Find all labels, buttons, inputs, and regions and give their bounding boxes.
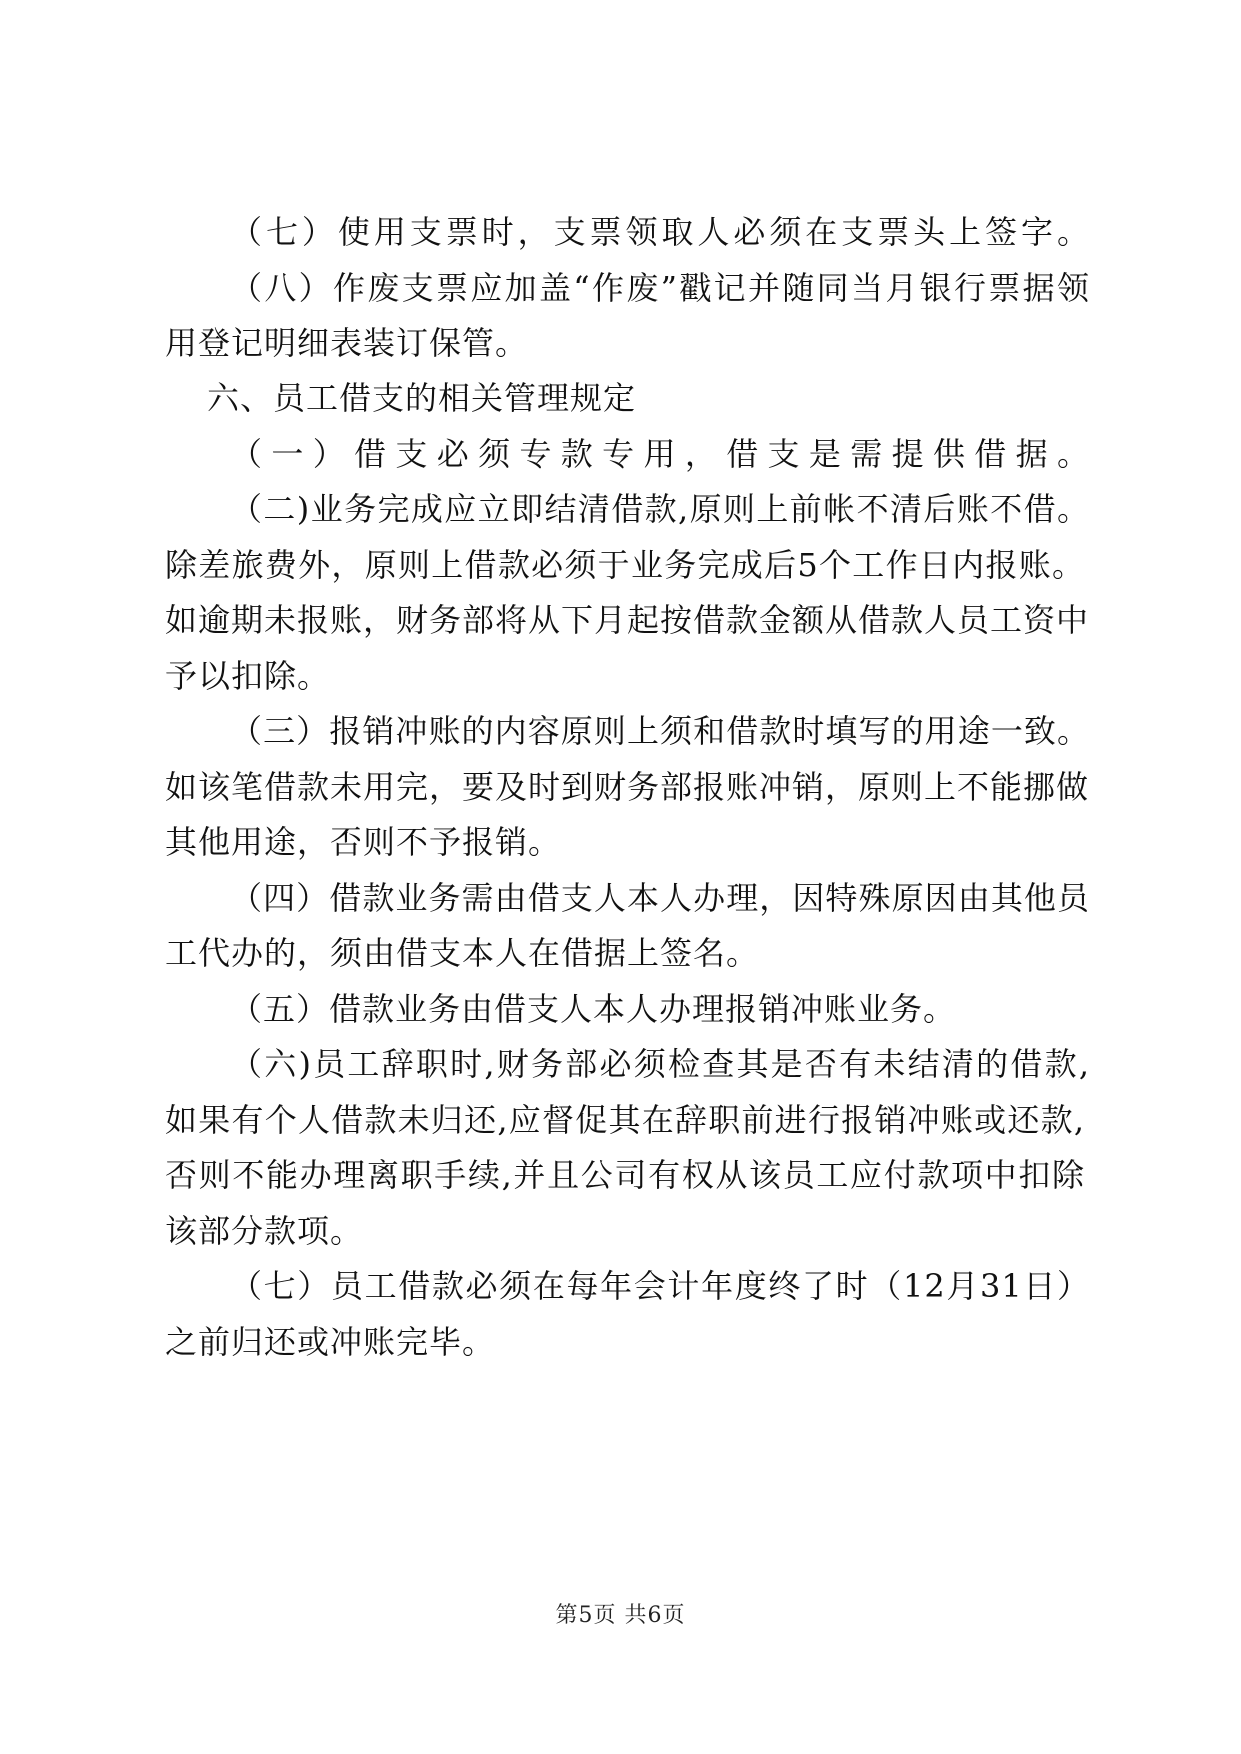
paragraph-line: （一）借支必须专款专用，借支是需提供借据。	[230, 435, 1090, 473]
page-footer: 第5页 共6页	[555, 1603, 686, 1628]
paragraph-line: （四）借款业务需由借支人本人办理，因特殊原因由其他员	[230, 879, 1090, 917]
paragraph-line: （八）作废支票应加盖“作废”戳记并随同当月银行票据领	[230, 269, 1090, 307]
paragraph-line: （七）员工借款必须在每年会计年度终了时（12月31日）	[230, 1267, 1090, 1305]
paragraph-line: （三）报销冲账的内容原则上须和借款时填写的用途一致。	[230, 712, 1090, 750]
paragraph-line: 该部分款项。	[165, 1212, 364, 1250]
paragraph-line: （七）使用支票时，支票领取人必须在支票头上签字。	[230, 213, 1090, 251]
paragraph-line: 如果有个人借款未归还,应督促其在辞职前进行报销冲账或还款,	[165, 1101, 1085, 1139]
paragraph-line: （二)业务完成应立即结清借款,原则上前帐不清后账不借。	[230, 490, 1090, 528]
section-heading: 六、员工借支的相关管理规定	[207, 379, 637, 417]
paragraph-line: （六)员工辞职时,财务部必须检查其是否有未结清的借款,	[230, 1045, 1090, 1083]
paragraph-line: 工代办的，须由借支本人在借据上签名。	[165, 934, 760, 972]
paragraph-line: 用登记明细表装订保管。	[165, 324, 529, 362]
paragraph-line: 之前归还或冲账完毕。	[165, 1323, 496, 1361]
paragraph-line: 予以扣除。	[165, 657, 331, 695]
paragraph-line: 如该笔借款未用完，要及时到财务部报账冲销，原则上不能挪做	[165, 768, 1090, 806]
paragraph-line: 除差旅费外，原则上借款必须于业务完成后5个工作日内报账。	[165, 546, 1085, 584]
paragraph-line: 其他用途，否则不予报销。	[165, 823, 562, 861]
paragraph-line: （五）借款业务由借支人本人办理报销冲账业务。	[230, 990, 957, 1028]
paragraph-line: 如逾期未报账，财务部将从下月起按借款金额从借款人员工资中	[165, 601, 1090, 639]
paragraph-line: 否则不能办理离职手续,并且公司有权从该员工应付款项中扣除	[165, 1156, 1085, 1194]
